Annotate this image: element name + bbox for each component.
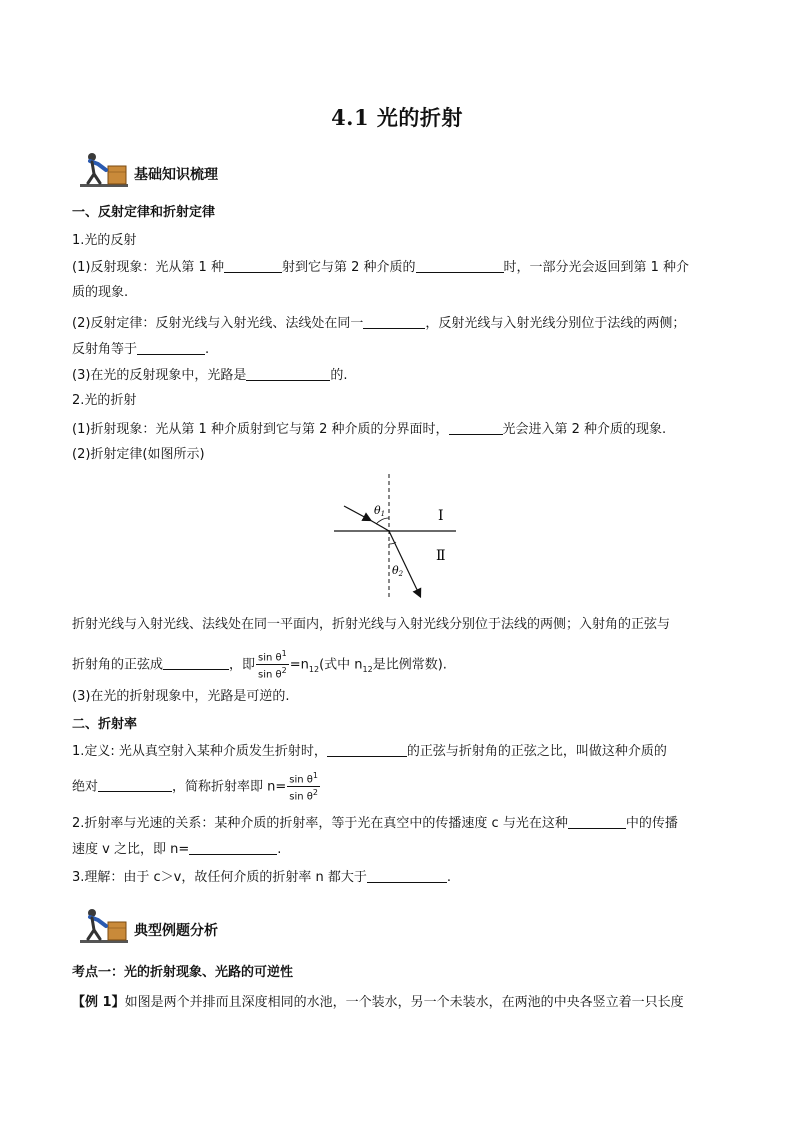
fill-blank (367, 868, 447, 883)
subheading-refraction: 2.光的折射 (72, 393, 137, 408)
paragraph-reflection-phenomenon: (1)反射现象：光从第 1 种 射到它与第 2 种介质的 时，一部分光会返回到第 1 种介 (72, 260, 690, 275)
region-2-label: Ⅱ (436, 548, 446, 564)
paragraph-reflection-law: (2)反射定律：反射光线与入射光线、法线处在同一 ，反射光线与入射光线分别位于法线的两侧； (72, 316, 686, 331)
fill-blank (363, 314, 425, 329)
incident-ray (344, 506, 370, 520)
paragraph-definition-cont: 绝对 ，简称折射率即 n= $\frac{\sin \theta^1}{\sin \theta^2}$ (72, 771, 318, 803)
paragraph-understanding: 3.理解：由于 c＞v，故任何介质的折射率 n 都大于 . (72, 870, 452, 885)
fill-blank (163, 655, 229, 670)
paragraph-speed-relation-cont: 速度 v 之比，即 n= . (72, 842, 282, 857)
fill-blank (246, 366, 330, 381)
paragraph-definition: 1.定义: 光从真空射入某种介质发生折射时， 的正弦与折射角的正弦之比，叫做这种介质的 (72, 744, 667, 759)
paragraph-reflection-law-cont: 反射角等于 . (72, 342, 210, 357)
section-label: 基础知识梳理 (134, 167, 218, 183)
fill-blank (98, 777, 172, 792)
fill-blank (416, 258, 504, 273)
section-header-basics (78, 150, 278, 192)
pushing-box-icon (78, 906, 130, 946)
fill-blank (189, 840, 277, 855)
theta2-label: θ2 (392, 564, 404, 578)
fill-blank (449, 420, 503, 435)
subheading-reflection: 1.光的反射 (72, 233, 137, 248)
page-title: 4.1 光的折射 (331, 105, 463, 130)
fill-blank (224, 258, 282, 273)
paragraph-reflection-reversible: (3)在光的反射现象中，光路是 的. (72, 368, 348, 383)
paragraph-refraction-reversible: (3)在光的折射现象中，光路是可逆的. (72, 689, 290, 704)
paragraph-reflection-phenomenon-cont: 质的现象. (72, 285, 129, 300)
theta1-label: θ1 (374, 504, 386, 518)
section-header-examples (78, 906, 278, 948)
fill-blank (327, 742, 407, 757)
fill-blank (137, 340, 205, 355)
sine-ratio-fraction: $\frac{\sin \theta^1}{\sin \theta^2}$ (289, 771, 318, 803)
pushing-box-icon (78, 150, 130, 190)
paragraph-snell-law: 折射角的正弦成 ，即 $\frac{\sin \theta^1}{\sin \theta^2}$ $=n_{12}$(式中 $n_{12}$是比例常数). (72, 649, 447, 681)
paragraph-refraction-law: (2)折射定律(如图所示) (72, 447, 205, 462)
paragraph-refraction-law-text: 折射光线与入射光线、法线处在同一平面内，折射光线与入射光线分别位于法线的两侧；入射角的正弦与 (72, 617, 671, 632)
heading-refractive-index: 二、折射率 (72, 717, 138, 732)
region-1-label: Ⅰ (438, 508, 444, 524)
section-label: 典型例题分析 (134, 923, 218, 939)
paragraph-refraction-phenomenon: (1)折射现象：光从第 1 种介质射到它与第 2 种介质的分界面时， 光会进入第 2 种介质的现象. (72, 422, 667, 437)
example-tag: 【例 1】 (72, 995, 125, 1010)
example-1: 【例 1】如图是两个并排而且深度相同的水池，一个装水，另一个未装水，在两池的中央各竖立着一只长度 (72, 995, 684, 1010)
paragraph-speed-relation: 2.折射率与光速的关系：某种介质的折射率，等于光在真空中的传播速度 c 与光在这种 中的传播 (72, 816, 678, 831)
refraction-diagram (330, 472, 460, 604)
heading-topic-one: 考点一：光的折射现象、光路的可逆性 (72, 965, 294, 980)
heading-reflection-refraction-laws: 一、反射定律和折射定律 (72, 205, 216, 220)
fill-blank (568, 814, 626, 829)
sine-ratio-fraction: $\frac{\sin \theta^1}{\sin \theta^2}$ (258, 649, 287, 681)
